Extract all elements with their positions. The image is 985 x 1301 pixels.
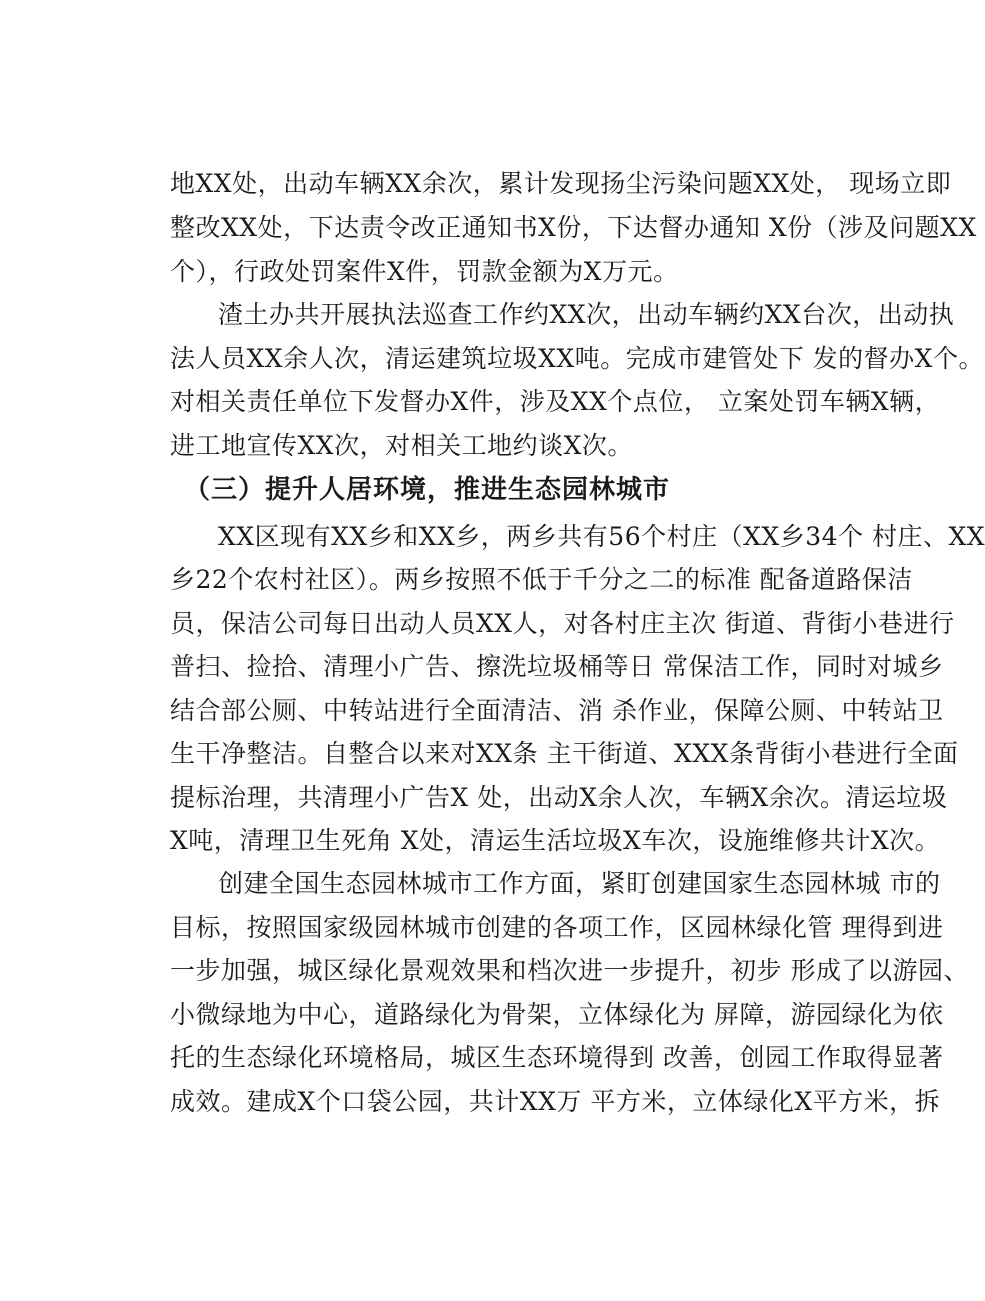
paragraph-4-line-1: 创建全国生态园林城市工作方面，紧盯创建国家生态园林城 市的 (218, 869, 941, 898)
paragraph-3-line-3: 员，保洁公司每日出动人员XX人，对各村庄主次 街道、背街小巷进行 (170, 609, 955, 638)
paragraph-3-line-7: 提标治理，共清理小广告X 处，出动X余人次，车辆X余次。清运垃圾 (170, 783, 948, 812)
paragraph-3-line-4: 普扫、捡拾、清理小广告、擦洗垃圾桶等日 常保洁工作，同时对城乡 (170, 652, 944, 681)
paragraph-1-line-1: 地XX处，出动车辆XX余次，累计发现扬尘污染问题XX处， 现场立即 (170, 169, 952, 198)
paragraph-4-line-5: 托的生态绿化环境格局，城区生态环境得到 改善，创园工作取得显著 (170, 1043, 944, 1072)
paragraph-2-line-1: 渣土办共开展执法巡查工作约XX次，出动车辆约XX台次，出动执 (218, 300, 955, 329)
paragraph-3-line-1: XX区现有XX乡和XX乡，两乡共有56个村庄（XX乡34个 村庄、XX (218, 522, 985, 551)
paragraph-2-line-2: 法人员XX余人次，清运建筑垃圾XX吨。完成市建管处下 发的督办X个。 (170, 344, 984, 373)
paragraph-3-line-6: 生干净整洁。自整合以来对XX条 主干街道、XXX条背街小巷进行全面 (170, 739, 959, 768)
paragraph-4-line-2: 目标，按照国家级园林城市创建的各项工作，区园林绿化管 理得到进 (170, 913, 944, 942)
paragraph-4-line-6: 成效。建成X个口袋公园，共计XX万 平方米，立体绿化X平方米，拆 (170, 1087, 941, 1116)
paragraph-1-line-2: 整改XX处，下达责令改正通知书X份，下达督办通知 X份（涉及问题XX (170, 213, 977, 242)
paragraph-4-line-4: 小微绿地为中心，道路绿化为骨架，立体绿化为 屏障，游园绿化为依 (170, 1000, 944, 1029)
paragraph-3-line-2: 乡22个农村社区）。两乡按照不低于千分之二的标准 配备道路保洁 (170, 565, 913, 594)
paragraph-2-line-4: 进工地宣传XX次，对相关工地约谈X次。 (170, 431, 633, 460)
paragraph-3-line-8: X吨，清理卫生死角 X处，清运生活垃圾X车次，设施维修共计X次。 (170, 826, 941, 855)
section-heading: （三）提升人居环境，推进生态园林城市 (184, 475, 671, 505)
paragraph-1-line-3: 个），行政处罚案件X件，罚款金额为X万元。 (170, 257, 679, 286)
paragraph-4-line-3: 一步加强，城区绿化景观效果和档次进一步提升，初步 形成了以游园、 (170, 956, 969, 985)
paragraph-3-line-5: 结合部公厕、中转站进行全面清洁、消 杀作业，保障公厕、中转站卫 (170, 696, 944, 725)
paragraph-2-line-3: 对相关责任单位下发督办X件，涉及XX个点位， 立案处罚车辆X辆， (170, 387, 941, 416)
